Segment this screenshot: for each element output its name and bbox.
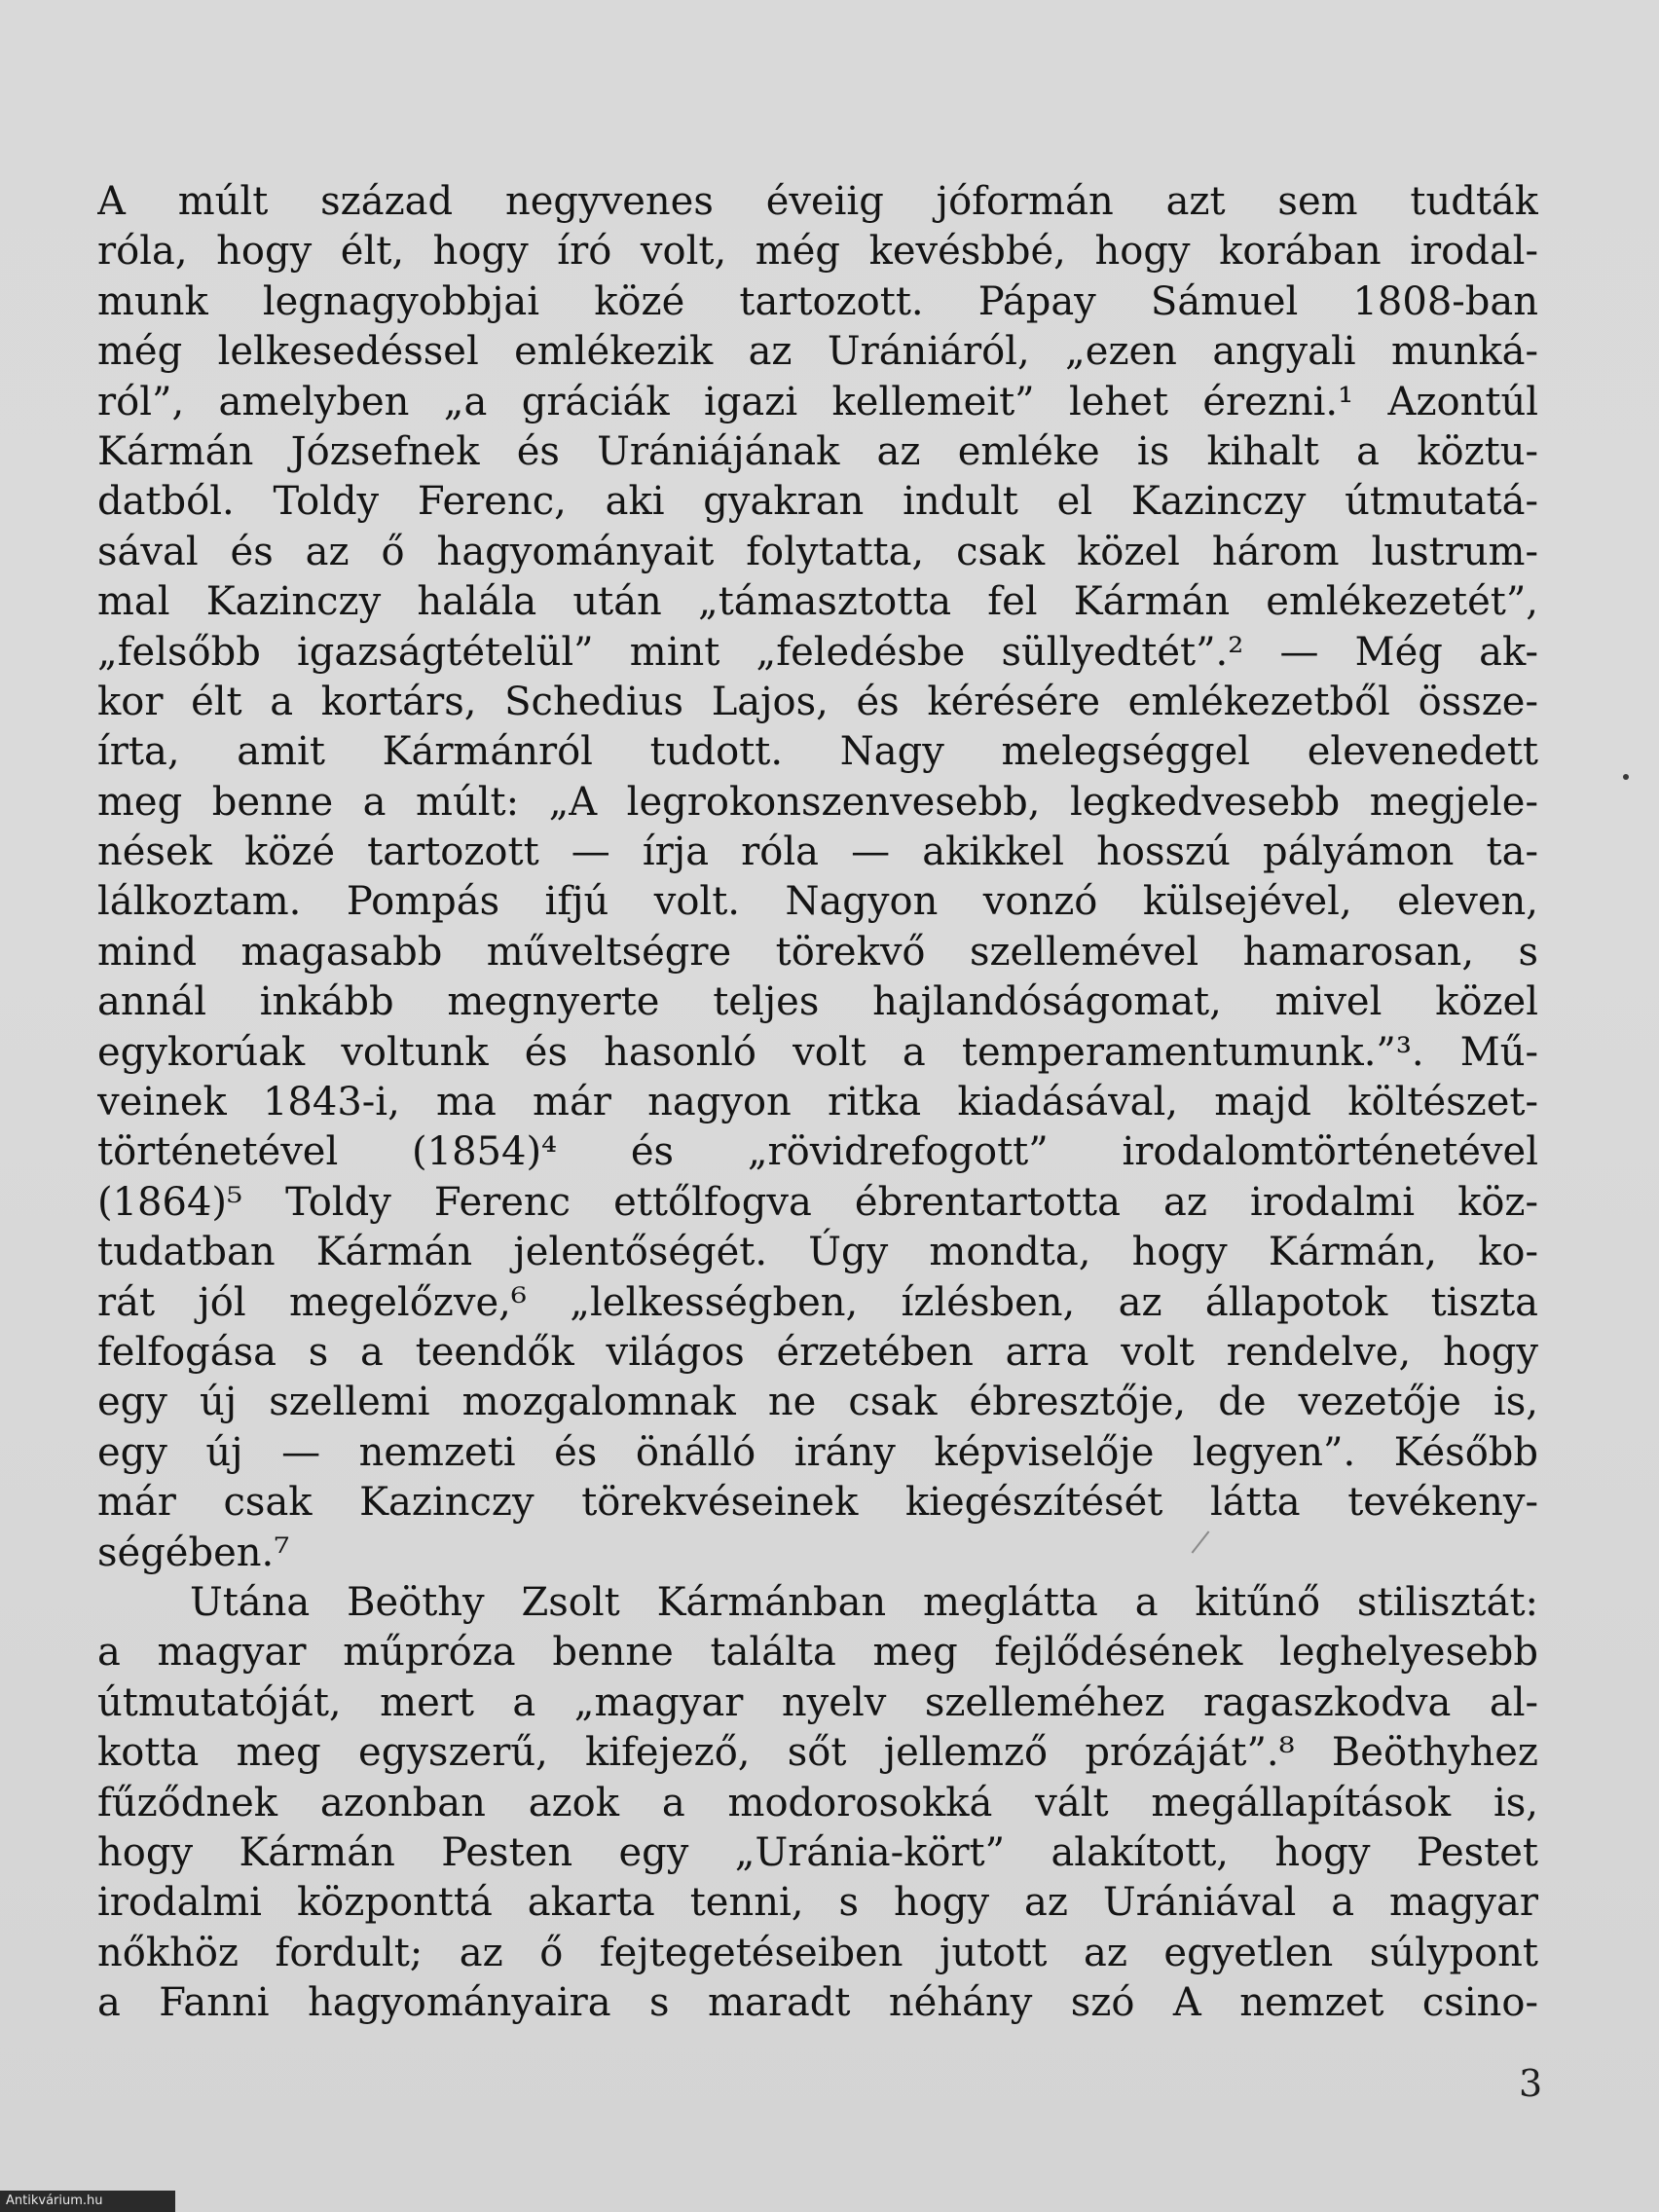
watermark: Antikvárium.hu	[0, 2191, 175, 2212]
text-line: kor élt a kortárs, Schedius Lajos, és kérésére emlékezetből össze-	[97, 679, 1538, 724]
text-line: rát jól megelőzve,⁶ „lelkességben, ízlésben, az állapotok tiszta	[97, 1279, 1538, 1325]
text-line: fűződnek azonban azok a modorosokká vált megállapítások is,	[97, 1780, 1538, 1825]
body-text	[97, 177, 1538, 2028]
text-line: meg benne a múlt: „A legrokonszenvesebb, legkedvesebb megjele-	[97, 779, 1538, 825]
text-line: egykorúak voltunk és hasonló volt a temperamentumunk.”³. Mű-	[97, 1029, 1538, 1075]
paper-speck	[1623, 774, 1629, 780]
text-line: (1864)⁵ Toldy Ferenc ettőlfogva ébrentartotta az irodalmi köz-	[97, 1179, 1538, 1225]
text-line: sával és az ő hagyományait folytatta, csak közel három lustrum-	[97, 529, 1538, 574]
text-line: datból. Toldy Ferenc, aki gyakran indult el Kazinczy útmutatá-	[97, 479, 1538, 525]
text-line: irodalmi központtá akarta tenni, s hogy az Urániával a magyar	[97, 1880, 1538, 1926]
text-line: a Fanni hagyományaira s maradt néhány szó A nemzet csino-	[97, 1980, 1538, 2026]
text-line: felfogása s a teendők világos érzetében arra volt rendelve, hogy	[97, 1329, 1538, 1375]
text-line: róla, hogy élt, hogy író volt, még kevésbbé, hogy korában irodal-	[97, 229, 1538, 275]
text-line: már csak Kazinczy törekvéseinek kiegészítését látta tevékeny-	[97, 1480, 1538, 1526]
text-line: Kármán Józsefnek és Urániájának az emléke is kihalt a köztu-	[97, 428, 1538, 474]
text-line: annál inkább megnyerte teljes hajlandóságomat, mivel közel	[97, 979, 1538, 1025]
text-line: A múlt század negyvenes éveiig jóformán azt sem tudták	[97, 179, 1538, 224]
text-line: történetével (1854)⁴ és „rövidrefogott” irodalomtörténetével	[97, 1129, 1538, 1175]
text-line: ról”, amelyben „a gráciák igazi kellemeit” lehet érezni.¹ Azontúl	[97, 379, 1538, 424]
text-line: lálkoztam. Pompás ifjú volt. Nagyon vonzó külsejével, eleven,	[97, 879, 1538, 925]
text-line: nőkhöz fordult; az ő fejtegetéseiben jutott az egyetlen súlypont	[97, 1930, 1538, 1975]
text-line: a magyar műpróza benne találta meg fejlődésének leghelyesebb	[97, 1630, 1538, 1676]
text-line: útmutatóját, mert a „magyar nyelv szelleméhez ragaszkodva al-	[97, 1679, 1538, 1725]
text-line: tudatban Kármán jelentőségét. Úgy mondta, hogy Kármán, ko-	[97, 1230, 1538, 1275]
text-line: veinek 1843-i, ma már nagyon ritka kiadásával, majd költészet-	[97, 1080, 1538, 1125]
text-line: hogy Kármán Pesten egy „Uránia-kört” alakított, hogy Pestet	[97, 1829, 1538, 1875]
page-number: 3	[1519, 2062, 1543, 2105]
text-line: mal Kazinczy halála után „támasztotta fel Kármán emlékezetét”,	[97, 579, 1538, 625]
text-line: Utána Beöthy Zsolt Kármánban meglátta a kitűnő stilisztát:	[190, 1579, 1538, 1625]
text-line: kotta meg egyszerű, kifejező, sőt jellemző prózáját”.⁸ Beöthyhez	[97, 1730, 1538, 1776]
text-line: egy új — nemzeti és önálló irány képviselője legyen”. Később	[97, 1429, 1538, 1475]
text-line: egy új szellemi mozgalomnak ne csak ébresztője, de vezetője is,	[97, 1380, 1538, 1425]
text-line: nések közé tartozott — írja róla — akikkel hosszú pályámon ta-	[97, 830, 1538, 875]
text-line: mind magasabb műveltségre törekvő szellemével hamarosan, s	[97, 929, 1538, 975]
text-line: ségében.⁷	[97, 1530, 290, 1575]
text-line: még lelkesedéssel emlékezik az Urániáról, „ezen angyali munká-	[97, 329, 1538, 375]
text-line: „felsőbb igazságtételül” mint „feledésbe süllyedtét”.² — Még ak-	[97, 629, 1538, 675]
text-line: munk legnagyobbjai közé tartozott. Pápay Sámuel 1808-ban	[97, 278, 1538, 324]
text-line: írta, amit Kármánról tudott. Nagy melegséggel elevenedett	[97, 729, 1538, 775]
